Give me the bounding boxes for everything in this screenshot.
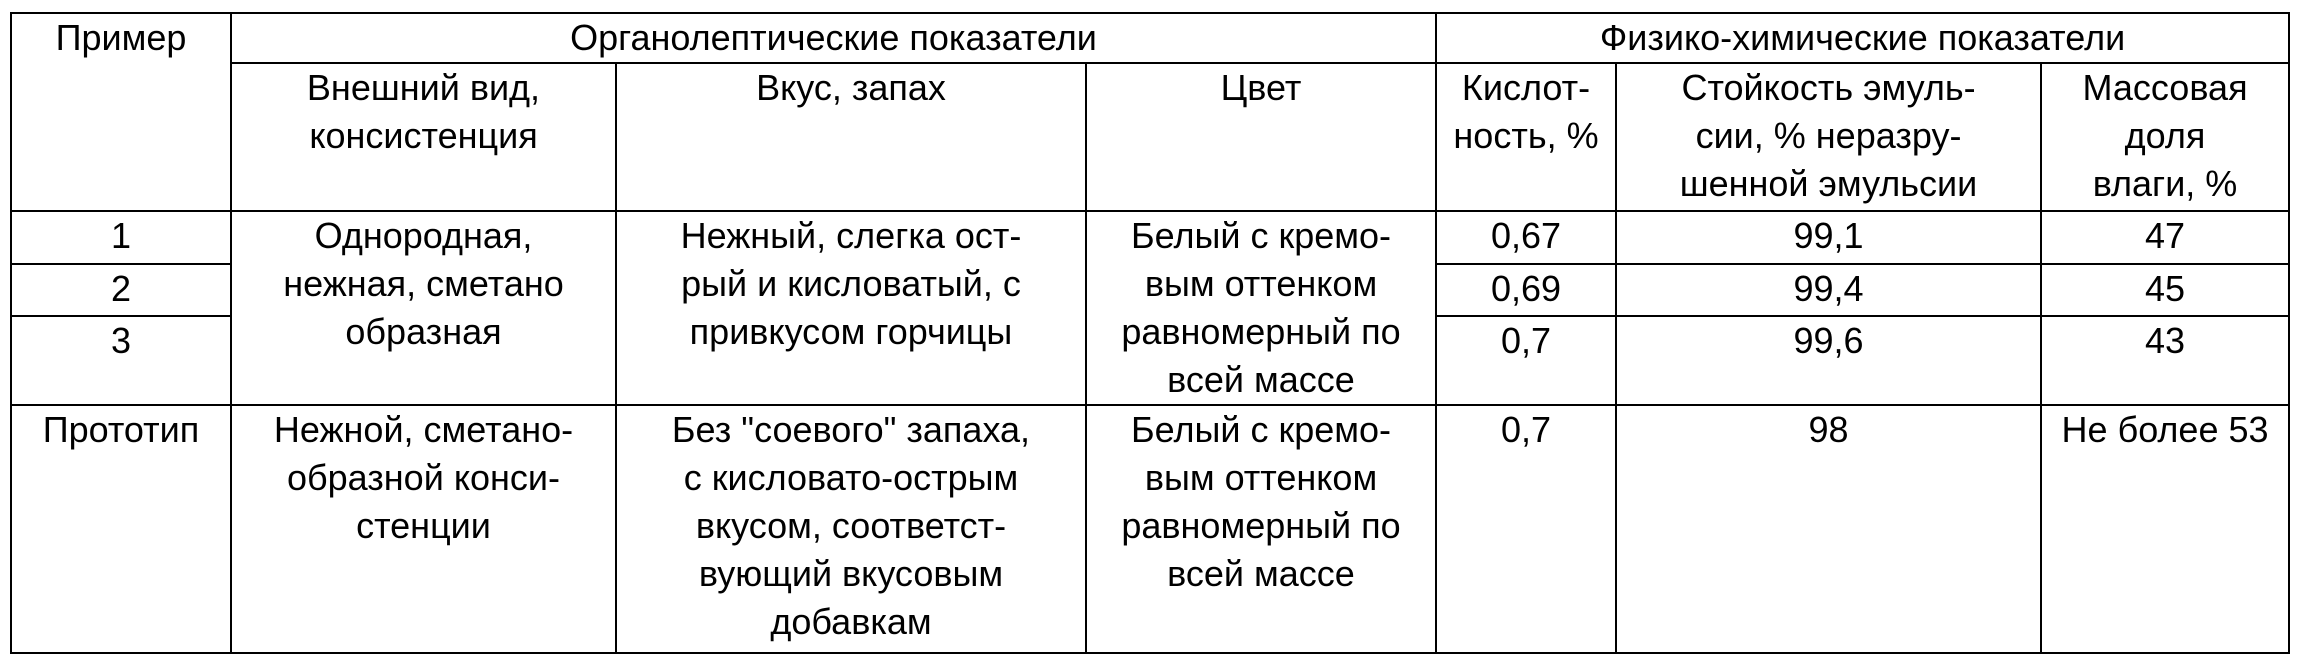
- cell-appearance-group: Однородная, нежная, сметано образная: [231, 211, 616, 405]
- cell-prototype-stability: 98: [1616, 405, 2041, 653]
- cell-acidity: 0,69: [1436, 264, 1616, 317]
- header-row-1: [11, 13, 2289, 63]
- cell-prototype-moisture: Не более 53: [2041, 405, 2289, 653]
- cell-prototype-appearance: Нежной, сметано- образной конси- стенции: [231, 405, 616, 653]
- cell-prototype-taste: Без "соевого" запаха, с кисловато-острым вкусом, соответст- вующий вкусовым добавкам: [616, 405, 1086, 653]
- header-color: Цвет: [1086, 63, 1436, 211]
- cell-prototype-acidity: 0,7: [1436, 405, 1616, 653]
- cell-color-group: Белый с кремо- вым оттенком равномерный по всей массе: [1086, 211, 1436, 405]
- header-acidity: Кислот- ность, %: [1436, 63, 1616, 211]
- cell-prototype-color: Белый с кремо- вым оттенком равномерный по всей массе: [1086, 405, 1436, 653]
- header-moisture: Массовая доля влаги, %: [2041, 63, 2289, 211]
- table-row: [11, 211, 2289, 264]
- cell-example: 1: [11, 211, 231, 264]
- header-physchem: Физико-химические показатели: [1436, 13, 2289, 63]
- cell-stability: 99,6: [1616, 316, 2041, 405]
- cell-moisture: 45: [2041, 264, 2289, 317]
- header-row-2: [11, 63, 2289, 211]
- header-taste: Вкус, запах: [616, 63, 1086, 211]
- header-appearance: Внешний вид, консистенция: [231, 63, 616, 211]
- cell-moisture: 47: [2041, 211, 2289, 264]
- header-example: Пример: [11, 13, 231, 211]
- cell-stability: 99,4: [1616, 264, 2041, 317]
- cell-taste-group: Нежный, слегка ост- рый и кисловатый, с привкусом горчицы: [616, 211, 1086, 405]
- header-stability: Стойкость эмуль- сии, % неразру- шенной эмульсии: [1616, 63, 2041, 211]
- cell-example: 3: [11, 316, 231, 405]
- cell-moisture: 43: [2041, 316, 2289, 405]
- cell-prototype-label: Прототип: [11, 405, 231, 653]
- cell-acidity: 0,67: [1436, 211, 1616, 264]
- cell-stability: 99,1: [1616, 211, 2041, 264]
- results-table: [10, 12, 2290, 654]
- header-organoleptic: Органолептические показатели: [231, 13, 1436, 63]
- cell-example: 2: [11, 264, 231, 317]
- cell-acidity: 0,7: [1436, 316, 1616, 405]
- prototype-row: [11, 405, 2289, 653]
